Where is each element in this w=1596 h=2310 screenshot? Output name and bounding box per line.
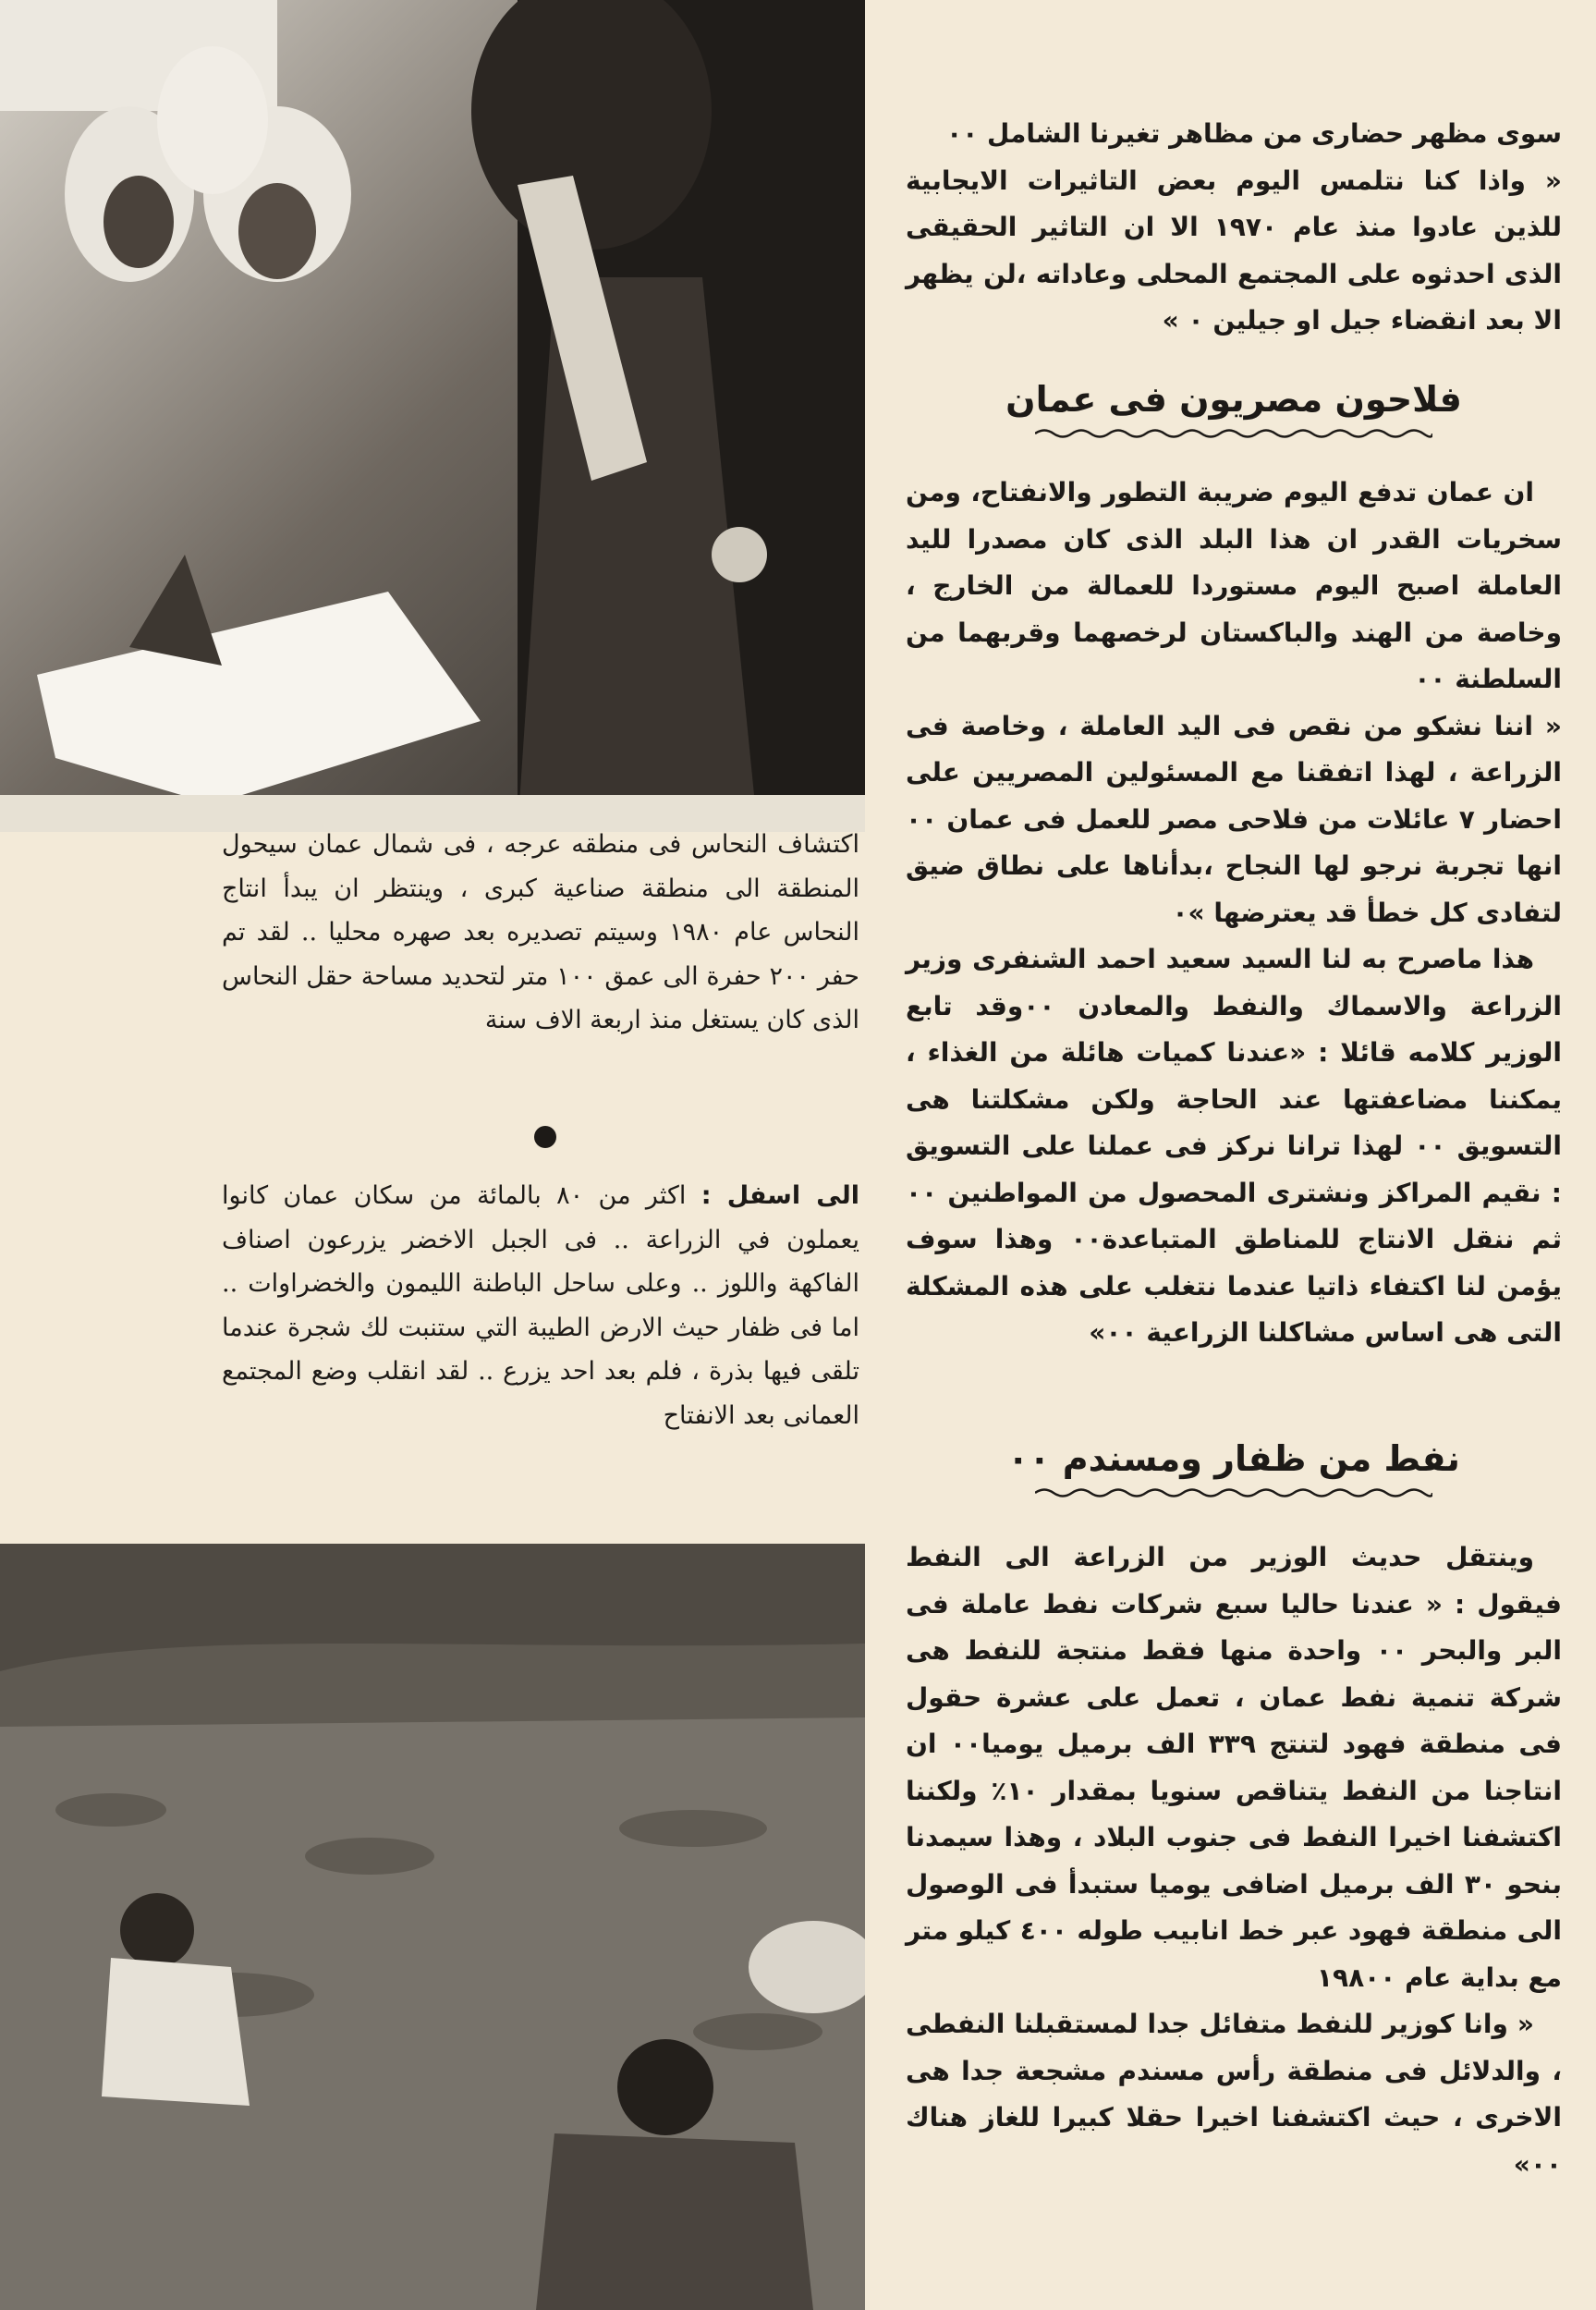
article-block-farmers	[906, 470, 1562, 1357]
photo-caption-agriculture	[222, 1174, 859, 1437]
paragraph: ان عمان تدفع اليوم ضريبة التطور والانفتاح، ومن سخريات القدر ان هذا البلد الذى كان مصدرا لليد العاملة اصبح اليوم مستوردا للعمالة من الخارج ، وخاصة من الهند والباكستان لرخصهما وقربهما من السلطنة ٠٠	[906, 477, 1562, 694]
caption-lead: الى اسفل :	[701, 1181, 859, 1210]
heading-text: نفط من ظفار ومسندم ٠٠	[1007, 1438, 1460, 1479]
wavy-underline	[1035, 427, 1432, 440]
caption-body: اكثر من ٨٠ بالمائة من سكان عمان كانوا يعملون في الزراعة .. فى الجبل الاخضر يزرعون اصناف الفاكهة واللوز .. وعلى ساحل الباطنة الليمون والخضراوات .. اما فى ظفار حيث الارض الطيبة التي ستنبت لك شجرة عندما تلقى فيها بذرة ، فلم بعد احد يزرع .. لقد انقلب وضع المجتمع العمانى بعد الانفتاح	[222, 1181, 859, 1430]
bullet-dot	[534, 1126, 556, 1148]
photo-caption-copper	[222, 823, 859, 1043]
section-heading-oil	[906, 1433, 1562, 1499]
caption-text: اكتشاف النحاس فى منطقه عرجه ، فى شمال عمان سيحول المنطقة الى منطقة صناعية كبرى ، وينتظر ان يبدأ انتاج النحاس عام ١٩٨٠ وسيتم تصديره بعد صهره محليا .. لقد تم حفر ٢٠٠ حفرة الى عمق ١٠٠ متر لتحديد مساحة حقل النحاس الذى كان يستغل منذ اربعة الاف سنة	[222, 830, 859, 1034]
paragraph: « اننا نشكو من نقص فى اليد العاملة ، وخاصة فى الزراعة ، لهذا اتفقنا مع المسئولين المصريين على احضار ٧ عائلات من فلاحى مصر للعمل فى عمان ٠٠ انها تجربة نرجو لها النجاح ،بدأناها على نطاق ضيق لتفادى كل خطأ قد يعترضها »٠	[906, 710, 1563, 928]
photo-field-workers	[0, 1533, 865, 2310]
heading-text: فلاحون مصريون فى عمان	[1005, 379, 1462, 420]
caption-text	[222, 1174, 859, 1437]
paragraph: هذا ماصرح به لنا السيد سعيد احمد الشنفرى وزير الزراعة والاسماك والنفط والمعادن ٠٠وقد تابع الوزير كلامه قائلا : «عندنا كميات هائلة من الغذاء ، يمكننا مضاعفتها عند الحاجة ولكن مشكلتنا هى التسويق ٠٠ لهذا ترانا نركز فى عملنا على التسويق : نقيم المراكز ونشترى المحصول من المواطنين ٠٠ ثم ننقل الانتاج للمناطق المتباعدة٠٠ وهذا سوف يؤمن لنا اكتفاء ذاتيا عندما نتغلب على هذه المشكلة التى هى اساس مشاكلنا الزراعية ٠٠»	[906, 944, 1562, 1348]
section-heading-egyptian-farmers	[906, 373, 1562, 440]
paragraph: « واذا كنا نتلمس اليوم بعض التاثيرات الايجابية للذين عادوا منذ عام ١٩٧٠ الا ان التاثير الحقيقى الذى احدثوه على المجتمع المحلى وعاداته ،لن يظهر الا بعد انقضاء جيل او جيلين ٠ »	[906, 165, 1562, 336]
paragraph: وينتقل حديث الوزير من الزراعة الى النفط فيقول : « عندنا حاليا سبع شركات نفط عاملة فى البر والبحر ٠٠ واحدة منها فقط منتجة للنفط هى شركة تنمية نفط عمان ، تعمل على عشرة حقول فى منطقة فهود لتنتج ٣٣٩ الف برميل يوميا٠٠ ان انتاجنا من النفط يتناقص سنويا بمقدار ١٠٪ ولكننا اكتشفنا اخيرا النفط فى جنوب البلاد ، وهذا سيمدنا بنحو ٣٠ الف برميل اضافى يوميا ستبدأ فى الوصول الى منطقة فهود عبر خط انابيب طوله ٤٠٠ كيلو متر مع بداية عام ١٩٨٠٠	[906, 1542, 1563, 1993]
article-block-intro	[906, 111, 1562, 345]
paragraph: سوى مظهر حضارى من مظاهر تغيرنا الشامل ٠٠	[946, 118, 1562, 149]
wavy-underline	[1035, 1486, 1432, 1499]
article-block-oil	[906, 1534, 1562, 2188]
paragraph: « وانا كوزير للنفط متفائل جدا لمستقبلنا النفطى ، والدلائل فى منطقة رأس مسندم مشجعة جدا هى الاخرى ، حيث اكتشفنا اخيرا حقلا كبيرا للغاز هناك ٠٠»	[906, 2009, 1562, 2180]
photo-copper-samples	[0, 0, 865, 832]
